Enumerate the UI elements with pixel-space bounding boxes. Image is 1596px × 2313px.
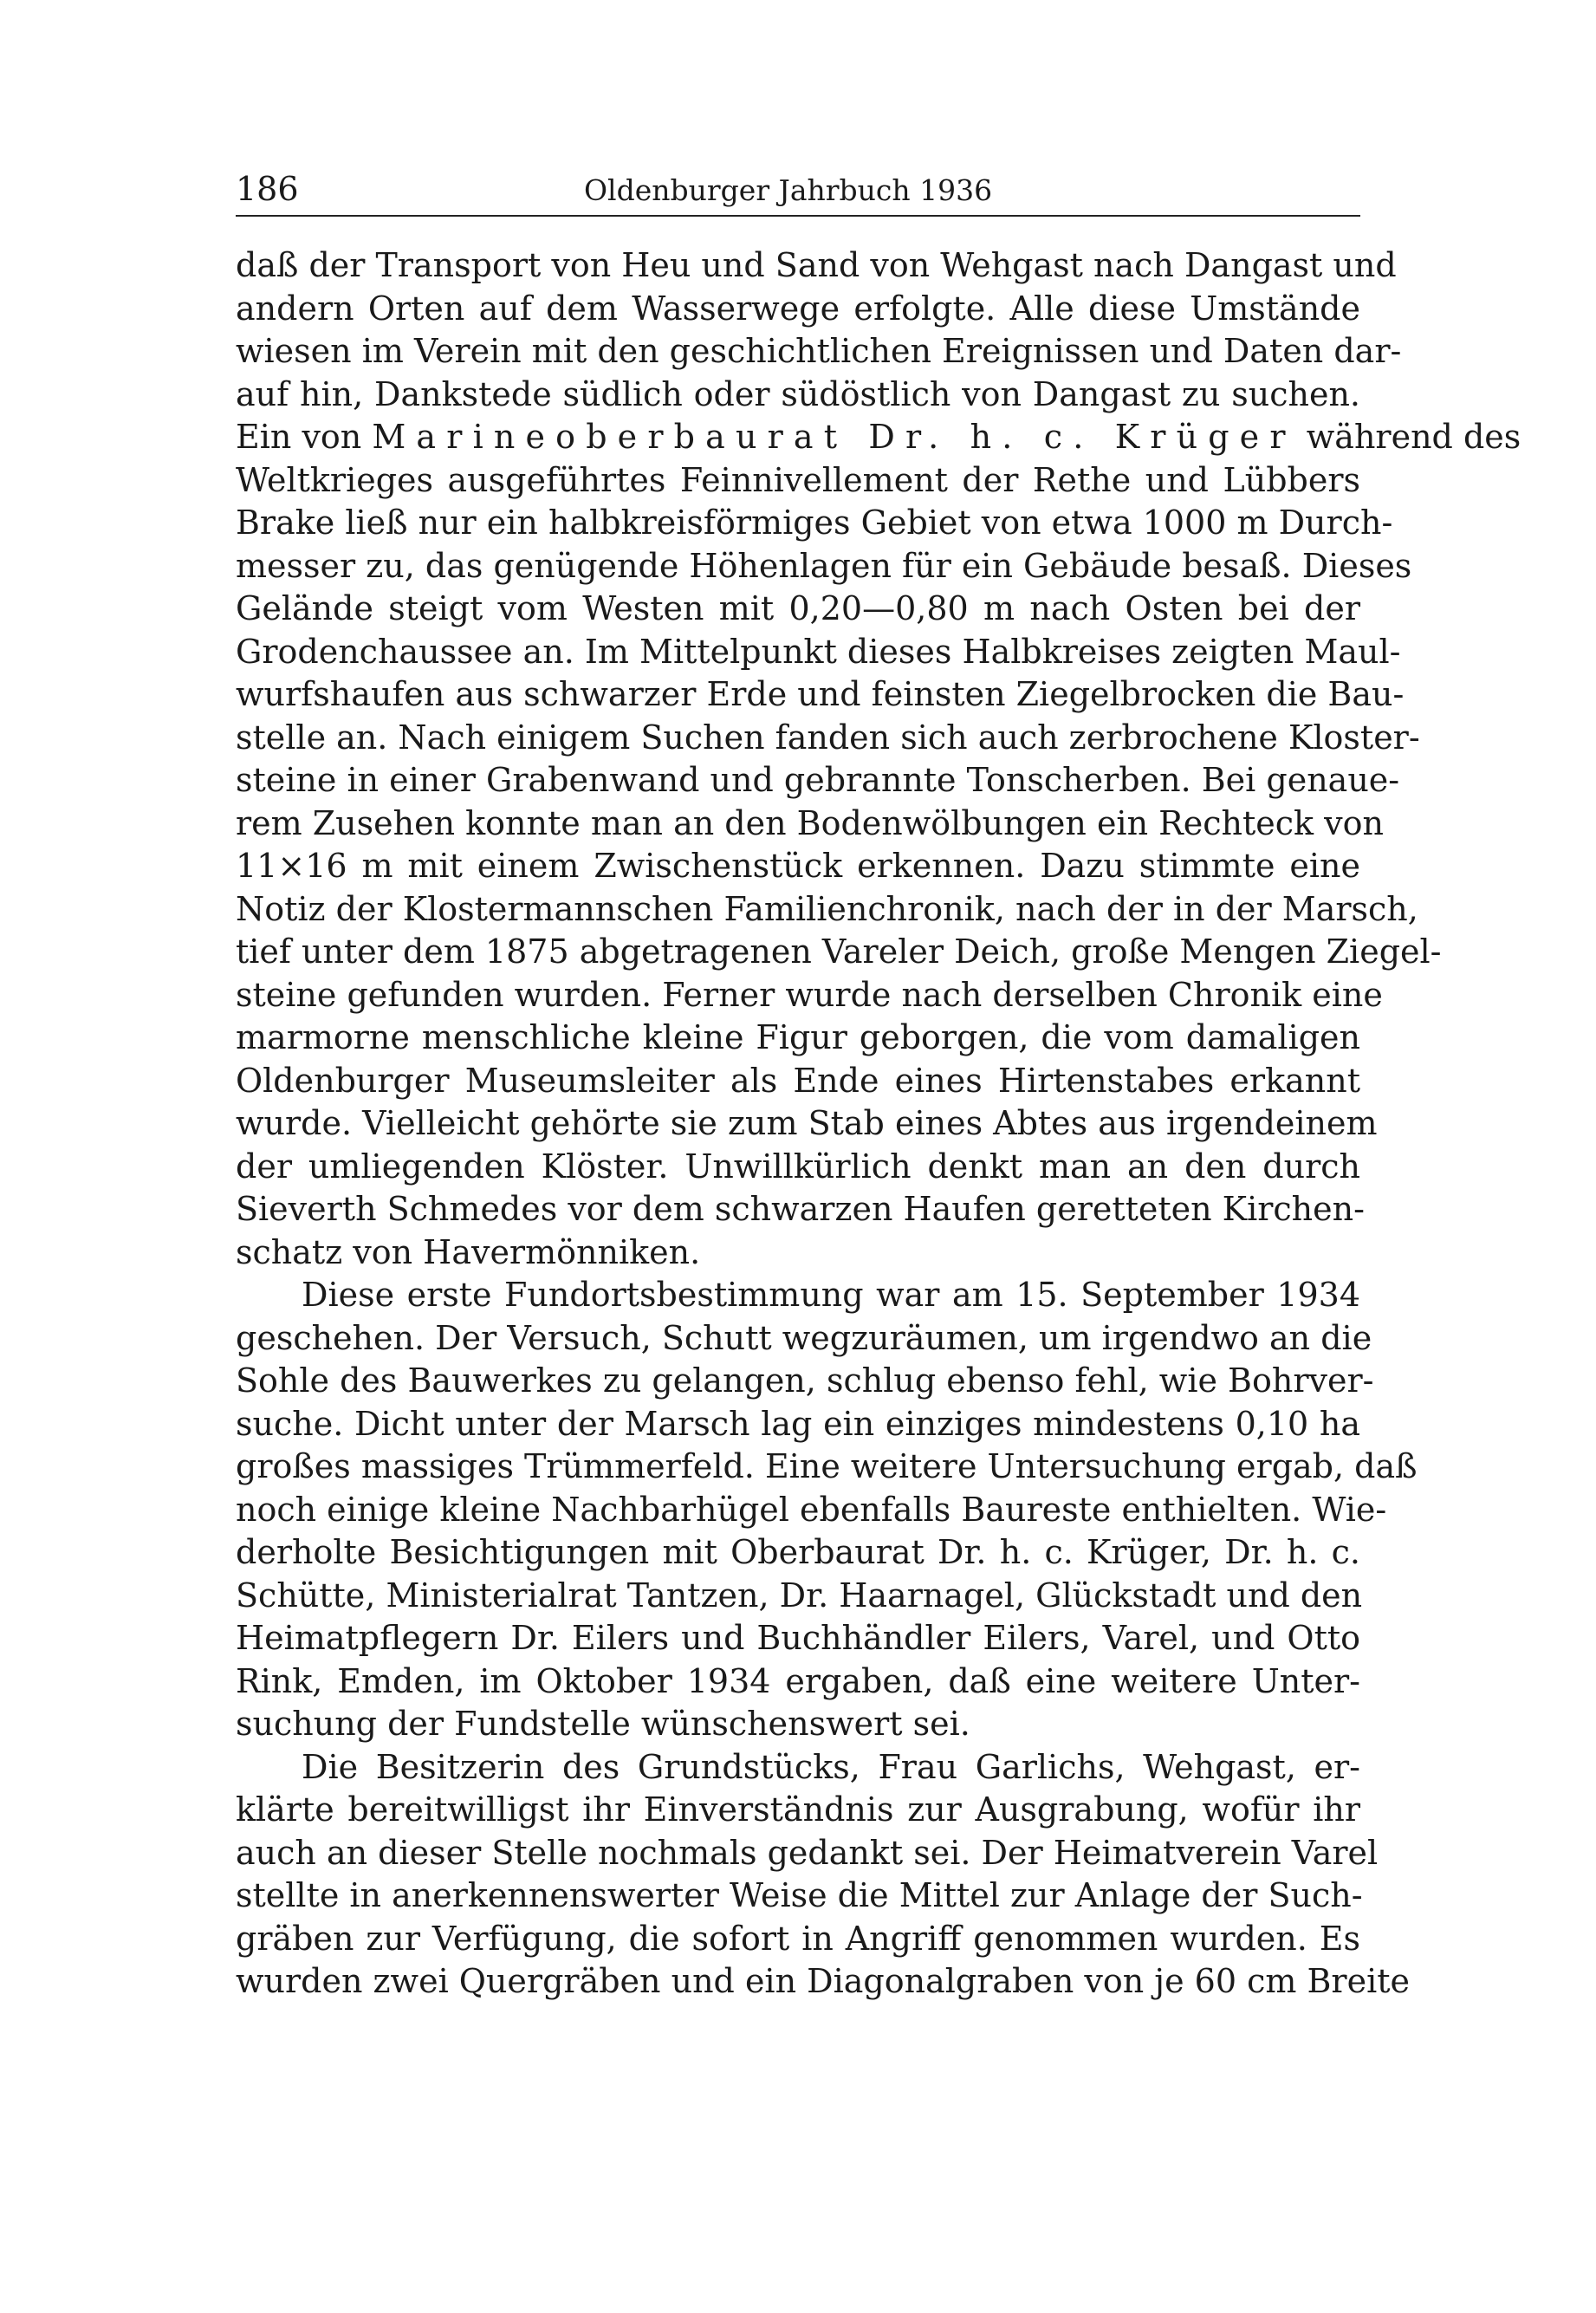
- text-line: großes massiges Trümmerfeld. Eine weitere Untersuchung ergab, daß: [236, 1447, 1418, 1485]
- text-line: derholte Besichtigungen mit Oberbaurat Dr. h. c. Krüger, Dr. h. c.: [236, 1533, 1360, 1571]
- running-header: [236, 170, 1360, 217]
- text-line: Notiz der Klostermannschen Familienchronik, nach der in der Marsch,: [236, 889, 1418, 928]
- text-line: 11×16 m mit einem Zwischenstück erkennen. Dazu stimmte eine: [236, 847, 1360, 885]
- paragraph-1: [236, 244, 1521, 1274]
- text-line: daß der Transport von Heu und Sand von Wehgast nach Dangast und: [236, 246, 1397, 284]
- text-line: geschehen. Der Versuch, Schutt wegzuräumen, um irgendwo an die: [236, 1318, 1372, 1357]
- text-line: Schütte, Ministerialrat Tantzen, Dr. Haarnagel, Glückstadt und den: [236, 1576, 1363, 1615]
- running-title: Oldenburger Jahrbuch 1936: [584, 173, 993, 207]
- text-line: messer zu, das genügende Höhenlagen für ein Gebäude besaß. Dieses: [236, 546, 1412, 585]
- emphasized-name: Marineoberbaurat Dr. h. c. Krüger: [372, 418, 1296, 456]
- text-line: Gelände steigt vom Westen mit 0,20—0,80 m nach Osten bei der: [236, 589, 1360, 627]
- text-line: suche. Dicht unter der Marsch lag ein einziges mindestens 0,10 ha: [236, 1404, 1360, 1443]
- text-line: auf hin, Dankstede südlich oder südöstlich von Dangast zu suchen.: [236, 374, 1360, 413]
- text-line: Sohle des Bauwerkes zu gelangen, schlug ebenso fehl, wie Bohrver-: [236, 1361, 1374, 1400]
- text-line: noch einige kleine Nachbarhügel ebenfalls Baureste enthielten. Wie-: [236, 1490, 1387, 1529]
- text-line: wurden zwei Quergräben und ein Diagonalgraben von je 60 cm Breite: [236, 1962, 1410, 2000]
- text-line: Sieverth Schmedes vor dem schwarzen Haufen geretteten Kirchen-: [236, 1190, 1365, 1228]
- text-line: Oldenburger Museumsleiter als Ende eines Hirtenstabes erkannt: [236, 1061, 1360, 1100]
- text-line: Brake ließ nur ein halbkreisförmiges Gebiet von etwa 1000 m Durch-: [236, 504, 1393, 542]
- text-line: Die Besitzerin des Grundstücks, Frau Garlichs, Wehgast, er-: [302, 1747, 1360, 1786]
- text-line: tief unter dem 1875 abgetragenen Vareler Deich, große Mengen Ziegel-: [236, 932, 1442, 971]
- text-line: der umliegenden Klöster. Unwillkürlich denkt man an den durch: [236, 1147, 1360, 1186]
- text-line: suchung der Fundstelle wünschenswert sei.: [236, 1705, 970, 1743]
- text-line: rem Zusehen konnte man an den Bodenwölbungen ein Rechteck von: [236, 803, 1384, 842]
- text-line: stellte in anerkennenswerter Weise die Mittel zur Anlage der Such-: [236, 1876, 1363, 1914]
- text-line: wiesen im Verein mit den geschichtlichen Ereignissen und Daten dar-: [236, 332, 1402, 370]
- text-line: andern Orten auf dem Wasserwege erfolgte. Alle diese Umstände: [236, 289, 1360, 328]
- text-line: marmorne menschliche kleine Figur geborgen, die vom damaligen: [236, 1018, 1360, 1056]
- body-text: [236, 244, 1521, 2004]
- text-line: steine gefunden wurden. Ferner wurde nach derselben Chronik eine: [236, 975, 1383, 1014]
- text-line: stelle an. Nach einigem Suchen fanden sich auch zerbrochene Kloster-: [236, 718, 1420, 757]
- text-line: [236, 416, 1521, 459]
- text-line: Heimatpflegern Dr. Eilers und Buchhändler Eilers, Varel, und Otto: [236, 1619, 1360, 1657]
- text-line: auch an dieser Stelle nochmals gedankt sei. Der Heimatverein Varel: [236, 1833, 1379, 1872]
- text-line: klärte bereitwilligst ihr Einverständnis zur Ausgrabung, wofür ihr: [236, 1790, 1360, 1829]
- text-segment: Ein von: [236, 418, 362, 456]
- text-line: wurfshaufen aus schwarzer Erde und feinsten Ziegelbrocken die Bau-: [236, 675, 1405, 713]
- page-number: 186: [236, 170, 299, 208]
- paragraph-3: [236, 1746, 1410, 2004]
- text-segment: während des: [1306, 418, 1521, 456]
- text-line: wurde. Vielleicht gehörte sie zum Stab eines Abtes aus irgendeinem: [236, 1104, 1378, 1142]
- text-line: gräben zur Verfügung, die sofort in Angriff genommen wurden. Es: [236, 1919, 1360, 1958]
- text-line: Grodenchaussee an. Im Mittelpunkt dieses Halbkreises zeigten Maul-: [236, 632, 1401, 671]
- text-line: Weltkrieges ausgeführtes Feinnivellement der Rethe und Lübbers: [236, 460, 1360, 499]
- text-line: schatz von Havermönniken.: [236, 1232, 701, 1271]
- paragraph-2: [236, 1274, 1418, 1746]
- text-line: Diese erste Fundortsbestimmung war am 15. September 1934: [302, 1276, 1360, 1314]
- text-line: steine in einer Grabenwand und gebrannte Tonscherben. Bei genaue-: [236, 761, 1400, 799]
- text-line: Rink, Emden, im Oktober 1934 ergaben, daß eine weitere Unter-: [236, 1661, 1360, 1700]
